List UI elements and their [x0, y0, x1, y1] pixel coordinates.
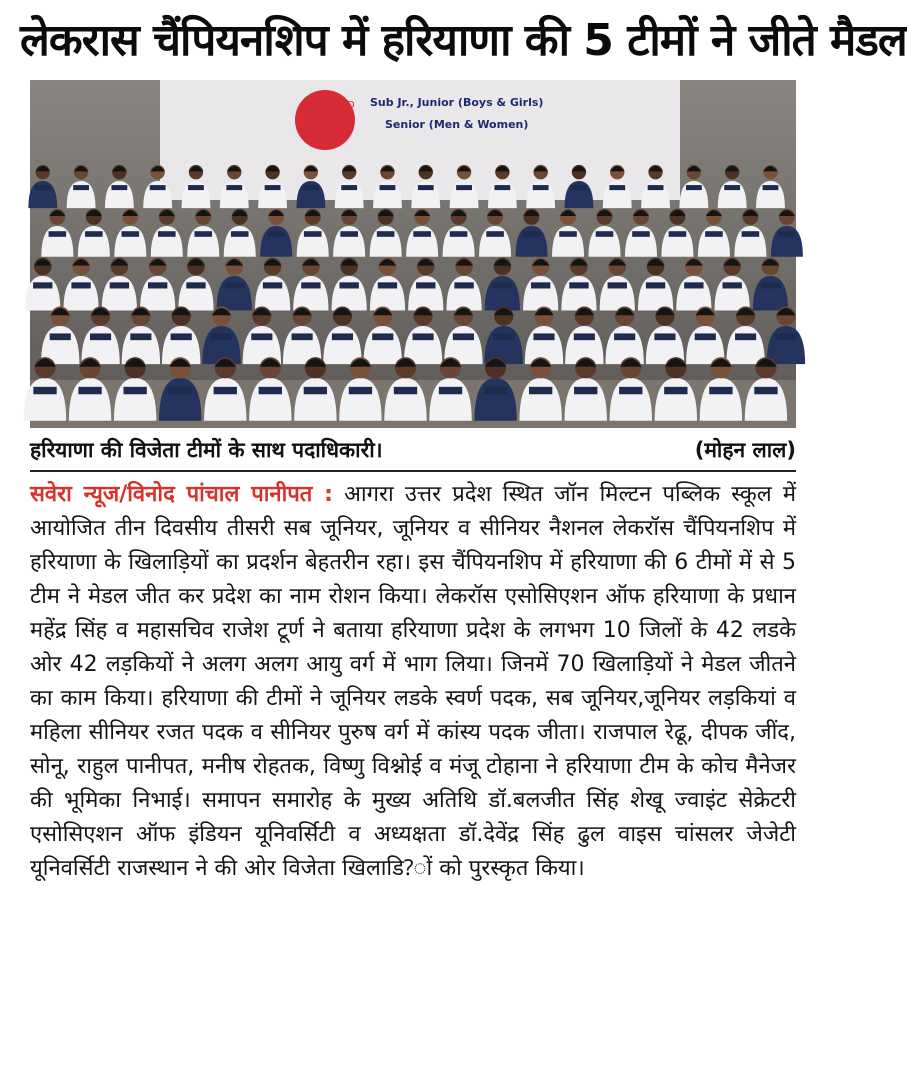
event-logo [295, 90, 355, 150]
photo-caption: हरियाणा की विजेता टीमों के साथ पदाधिकारी। [30, 438, 383, 462]
byline: सवेरा न्यूज/विनोद पांचाल पानीपत : [30, 482, 333, 507]
group-photo [30, 80, 796, 428]
article-body [30, 478, 796, 1070]
article-text: आगरा उत्तर प्रदेश स्थित जॉन मिल्टन पब्लिक स्कूल में आयोजित तीन दिवसीय तीसरी सब जूनियर, जूनियर व सीनियर नैशनल लेकरॉस चैंपियनशिप में हरियाणा के खिलाड़ियों का प्रदर्शन बेहतरीन रहा। इस चैंपियनशिप में हरियाणा की 6 टीमों में से 5 टीम ने मेडल जीत कर प्रदेश का नाम रोशन किया। लेकरॉस एसोसिएशन ऑफ हरियाणा के प्रधान महेंद्र सिंह व महासचिव राजेश टूर्ण ने बताया हरियाणा प्रदेश के लगभग 10 जिलों के 42 लडके ओर 42 लड़कियों ने अलग अलग आयु वर्ग में भाग लिया। जिनमें 70 खिलाड़ियों ने मेडल जीतने का काम किया। हरियाणा की टीमों ने जूनियर लडके स्वर्ण पदक, सब जूनियर,जूनियर लड़कियां व महिला सीनियर रजत पदक व सीनियर पुरुष वर्ग में कांस्य पदक जीता। राजपाल रेढू, दीपक जींद, सोनू, राहुल पानीपत, मनीष रोहतक, विष्णु विश्नोई व मंजू टोहाना ने हरियाणा टीम के कोच मैनेजर की भूमिका निभाई। समापन समारोह के मुख्य अतिथि डॉ.बलजीत सिंह शेखू ज्वाइंट सेक्रेटरी एसोसिएशन ऑफ इंडियन यूनिवर्सिटी व अध्यक्षता डॉ.देवेंद्र सिंह ढुल वाइस चांसलर जेजेटी यूनिवर्सिटी राजस्थान ने की ओर विजेता खिलाडि?ों को पुरस्कृत किया। [30, 482, 796, 881]
headline: लेकरास चैंपियनशिप में हरियाणा की 5 टीमों ने जीते मैडल [20, 15, 907, 66]
logo-text: RD [340, 100, 355, 111]
photo-credit: (मोहन लाल) [694, 438, 796, 462]
banner-text-line1: Sub Jr., Junior (Boys & Girls) [370, 96, 544, 109]
banner-text-line2: Senior (Men & Women) [385, 118, 529, 131]
caption-row [30, 430, 796, 472]
